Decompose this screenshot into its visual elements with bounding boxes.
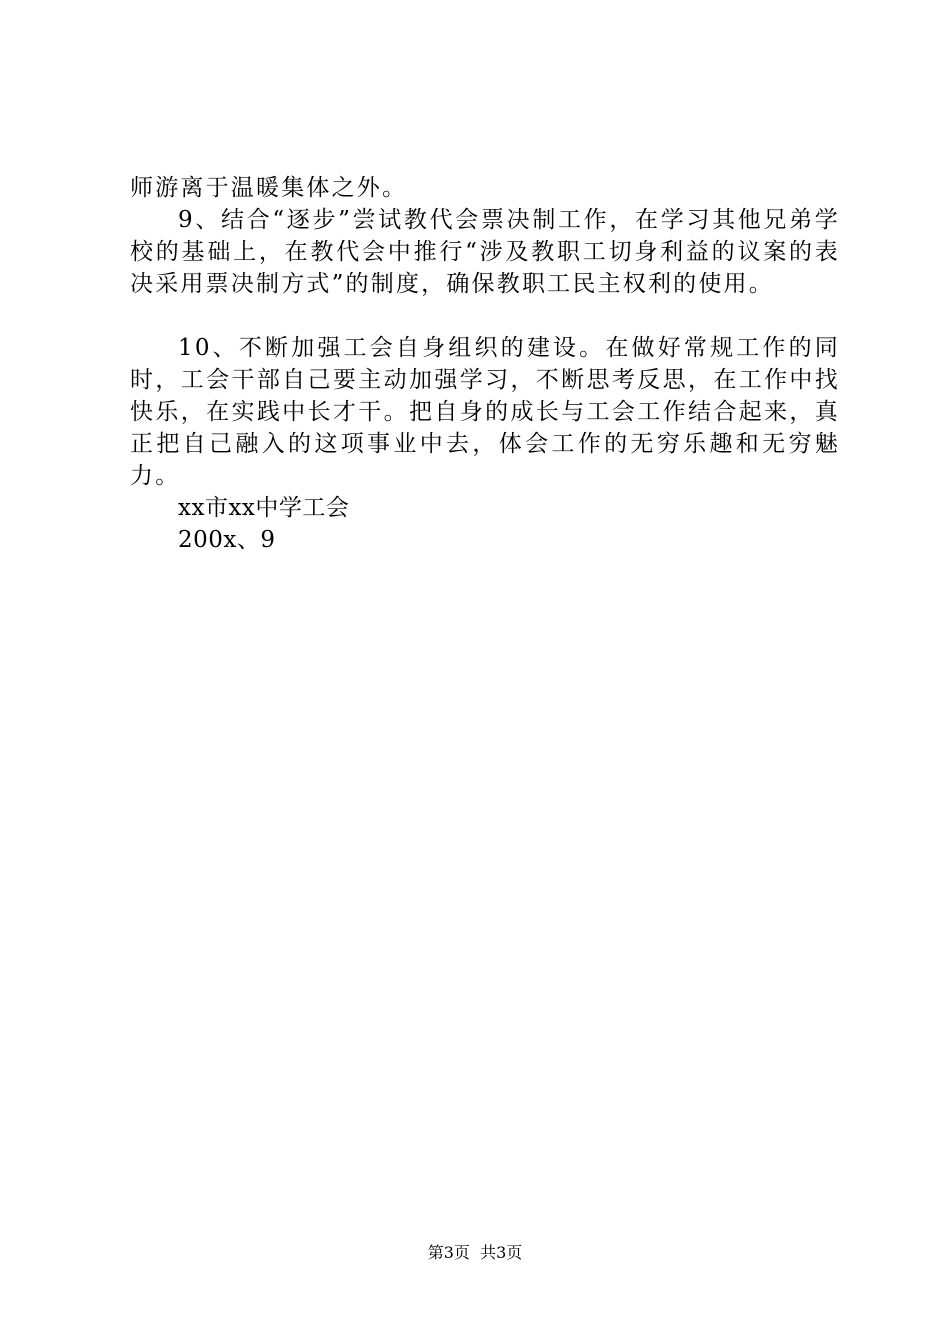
paragraph-item-10: 10、不断加强工会自身组织的建设。在做好常规工作的同时，工会干部自己要主动加强学习，不断思考反思，在工作中找快乐，在实践中长才干。把自身的成长与工会工作结合起来，真正把自己融入的这项事业中去，体会工作的无穷乐趣和无穷魅力。 bbox=[130, 335, 840, 489]
signature-organization: xx市xx中学工会 bbox=[178, 495, 350, 521]
paragraph-item-9: 9、结合“逐步”尝试教代会票决制工作，在学习其他兄弟学校的基础上，在教代会中推行“涉及教职工切身利益的议案的表决采用票决制方式”的制度，确保教职工民主权利的使用。 bbox=[130, 207, 840, 297]
page-footer bbox=[0, 1242, 950, 1264]
page-number-label: 第3页 共3页 bbox=[427, 1243, 523, 1262]
paragraph-continuation: 师游离于温暖集体之外。 bbox=[130, 175, 408, 201]
document-body bbox=[130, 172, 840, 556]
signature-date: 200x、9 bbox=[178, 527, 276, 553]
paragraph-spacer bbox=[130, 300, 840, 332]
